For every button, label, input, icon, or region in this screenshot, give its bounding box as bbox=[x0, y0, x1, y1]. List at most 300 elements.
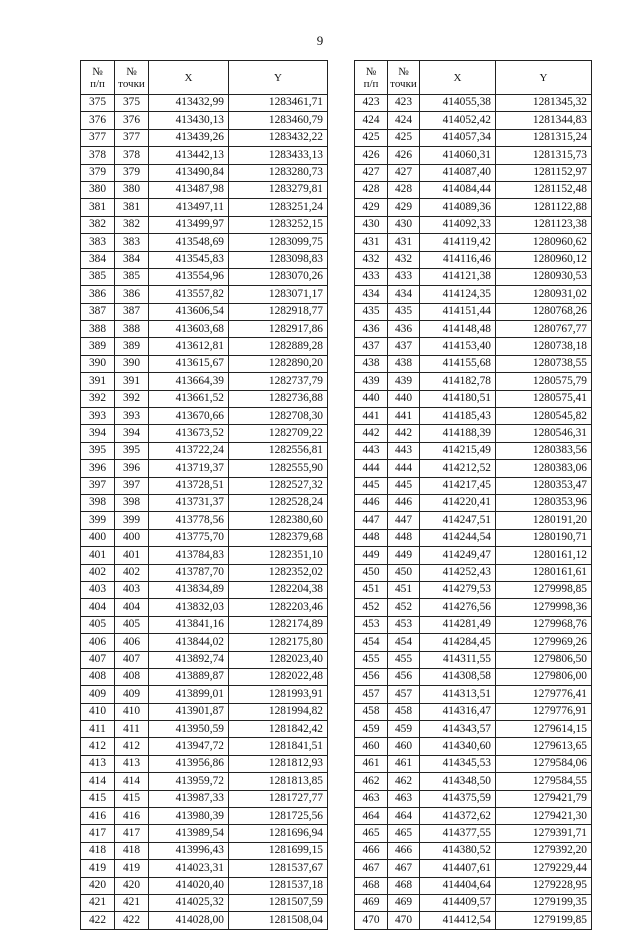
cell-num-pp: 460 bbox=[355, 738, 388, 755]
table-row bbox=[355, 686, 592, 703]
table-row bbox=[81, 494, 328, 511]
cell-num-pp: 392 bbox=[81, 390, 115, 407]
cell-y: 1279421,30 bbox=[496, 808, 592, 825]
cell-num-point: 414 bbox=[115, 773, 149, 790]
cell-num-point: 397 bbox=[115, 477, 149, 494]
cell-y: 1282555,90 bbox=[229, 460, 328, 477]
cell-num-pp: 459 bbox=[355, 721, 388, 738]
cell-y: 1281508,04 bbox=[229, 912, 328, 929]
cell-x: 414375,59 bbox=[420, 790, 496, 807]
table-row bbox=[355, 460, 592, 477]
cell-x: 414087,40 bbox=[420, 164, 496, 181]
cell-x: 413947,72 bbox=[149, 738, 229, 755]
cell-num-pp: 467 bbox=[355, 860, 388, 877]
cell-x: 414025,32 bbox=[149, 894, 229, 911]
cell-y: 1279806,00 bbox=[496, 668, 592, 685]
cell-num-pp: 464 bbox=[355, 808, 388, 825]
cell-x: 413844,02 bbox=[149, 634, 229, 651]
cell-x: 413956,86 bbox=[149, 755, 229, 772]
cell-y: 1282351,10 bbox=[229, 547, 328, 564]
cell-y: 1282379,68 bbox=[229, 529, 328, 546]
cell-num-point: 469 bbox=[388, 894, 420, 911]
cell-num-pp: 394 bbox=[81, 425, 115, 442]
cell-y: 1281507,59 bbox=[229, 894, 328, 911]
cell-num-point: 381 bbox=[115, 199, 149, 216]
cell-num-pp: 376 bbox=[81, 112, 115, 129]
table-row bbox=[355, 529, 592, 546]
cell-num-pp: 402 bbox=[81, 564, 115, 581]
cell-x: 414244,54 bbox=[420, 529, 496, 546]
cell-y: 1282175,80 bbox=[229, 634, 328, 651]
cell-num-point: 452 bbox=[388, 599, 420, 616]
cell-y: 1279968,76 bbox=[496, 616, 592, 633]
table-row bbox=[81, 912, 328, 929]
cell-num-pp: 445 bbox=[355, 477, 388, 494]
cell-y: 1283433,13 bbox=[229, 147, 328, 164]
table-row bbox=[355, 216, 592, 233]
cell-x: 413892,74 bbox=[149, 651, 229, 668]
cell-num-point: 442 bbox=[388, 425, 420, 442]
cell-num-point: 438 bbox=[388, 355, 420, 372]
cell-x: 413497,11 bbox=[149, 199, 229, 216]
cell-num-point: 421 bbox=[115, 894, 149, 911]
cell-num-point: 431 bbox=[388, 234, 420, 251]
table-row bbox=[355, 842, 592, 859]
table-row bbox=[81, 164, 328, 181]
cell-num-pp: 387 bbox=[81, 303, 115, 320]
cell-num-pp: 430 bbox=[355, 216, 388, 233]
cell-y: 1283461,71 bbox=[229, 95, 328, 112]
cell-x: 414247,51 bbox=[420, 512, 496, 529]
cell-x: 413612,81 bbox=[149, 338, 229, 355]
table-row bbox=[81, 547, 328, 564]
cell-y: 1279391,71 bbox=[496, 825, 592, 842]
table-row bbox=[355, 912, 592, 929]
table-row bbox=[355, 703, 592, 720]
cell-num-pp: 453 bbox=[355, 616, 388, 633]
cell-y: 1283070,26 bbox=[229, 268, 328, 285]
table-row bbox=[355, 373, 592, 390]
cell-y: 1279199,35 bbox=[496, 894, 592, 911]
cell-num-pp: 413 bbox=[81, 755, 115, 772]
table-row bbox=[355, 303, 592, 320]
cell-num-point: 379 bbox=[115, 164, 149, 181]
cell-x: 414089,36 bbox=[420, 199, 496, 216]
cell-num-pp: 377 bbox=[81, 129, 115, 146]
cell-y: 1279998,36 bbox=[496, 599, 592, 616]
cell-num-point: 413 bbox=[115, 755, 149, 772]
cell-y: 1280768,26 bbox=[496, 303, 592, 320]
table-row bbox=[355, 251, 592, 268]
cell-y: 1279584,55 bbox=[496, 773, 592, 790]
cell-num-pp: 410 bbox=[81, 703, 115, 720]
cell-y: 1280161,12 bbox=[496, 547, 592, 564]
cell-num-point: 388 bbox=[115, 321, 149, 338]
cell-num-point: 464 bbox=[388, 808, 420, 825]
cell-x: 413832,03 bbox=[149, 599, 229, 616]
cell-num-point: 399 bbox=[115, 512, 149, 529]
cell-y: 1283279,81 bbox=[229, 181, 328, 198]
cell-y: 1279776,91 bbox=[496, 703, 592, 720]
cell-y: 1280353,96 bbox=[496, 494, 592, 511]
cell-num-pp: 389 bbox=[81, 338, 115, 355]
cell-y: 1280931,02 bbox=[496, 286, 592, 303]
table-row bbox=[355, 425, 592, 442]
cell-x: 413615,67 bbox=[149, 355, 229, 372]
cell-num-point: 455 bbox=[388, 651, 420, 668]
table-row bbox=[355, 408, 592, 425]
cell-y: 1282352,02 bbox=[229, 564, 328, 581]
cell-num-pp: 463 bbox=[355, 790, 388, 807]
cell-y: 1280546,31 bbox=[496, 425, 592, 442]
cell-num-point: 446 bbox=[388, 494, 420, 511]
cell-y: 1282708,30 bbox=[229, 408, 328, 425]
cell-x: 413841,16 bbox=[149, 616, 229, 633]
cell-y: 1281813,85 bbox=[229, 773, 328, 790]
table-row bbox=[355, 181, 592, 198]
cell-num-point: 382 bbox=[115, 216, 149, 233]
cell-y: 1280575,41 bbox=[496, 390, 592, 407]
cell-num-point: 409 bbox=[115, 686, 149, 703]
cell-num-point: 408 bbox=[115, 668, 149, 685]
cell-x: 414340,60 bbox=[420, 738, 496, 755]
cell-x: 413548,69 bbox=[149, 234, 229, 251]
cell-num-pp: 398 bbox=[81, 494, 115, 511]
cell-num-pp: 444 bbox=[355, 460, 388, 477]
table-row bbox=[355, 321, 592, 338]
cell-num-pp: 418 bbox=[81, 842, 115, 859]
cell-x: 413980,39 bbox=[149, 808, 229, 825]
cell-num-point: 453 bbox=[388, 616, 420, 633]
table-row bbox=[81, 286, 328, 303]
table-row bbox=[81, 251, 328, 268]
cell-y: 1281344,83 bbox=[496, 112, 592, 129]
table-row bbox=[355, 877, 592, 894]
cell-y: 1281812,93 bbox=[229, 755, 328, 772]
cell-x: 414276,56 bbox=[420, 599, 496, 616]
cell-num-point: 440 bbox=[388, 390, 420, 407]
table-row bbox=[81, 425, 328, 442]
table-row bbox=[81, 703, 328, 720]
cell-y: 1282556,81 bbox=[229, 442, 328, 459]
cell-num-pp: 397 bbox=[81, 477, 115, 494]
cell-num-pp: 424 bbox=[355, 112, 388, 129]
cell-num-point: 415 bbox=[115, 790, 149, 807]
table-row bbox=[355, 390, 592, 407]
cell-num-pp: 448 bbox=[355, 529, 388, 546]
table-row bbox=[355, 112, 592, 129]
cell-num-pp: 422 bbox=[81, 912, 115, 929]
cell-num-pp: 396 bbox=[81, 460, 115, 477]
cell-x: 413989,54 bbox=[149, 825, 229, 842]
cell-num-pp: 401 bbox=[81, 547, 115, 564]
cell-x: 413959,72 bbox=[149, 773, 229, 790]
cell-num-pp: 438 bbox=[355, 355, 388, 372]
cell-num-point: 392 bbox=[115, 390, 149, 407]
cell-num-pp: 437 bbox=[355, 338, 388, 355]
cell-num-point: 398 bbox=[115, 494, 149, 511]
cell-num-point: 432 bbox=[388, 251, 420, 268]
table-row bbox=[81, 234, 328, 251]
cell-num-point: 377 bbox=[115, 129, 149, 146]
table-row bbox=[81, 894, 328, 911]
cell-num-point: 417 bbox=[115, 825, 149, 842]
cell-x: 414409,57 bbox=[420, 894, 496, 911]
cell-num-point: 424 bbox=[388, 112, 420, 129]
cell-num-pp: 457 bbox=[355, 686, 388, 703]
cell-x: 414180,51 bbox=[420, 390, 496, 407]
table-row bbox=[355, 808, 592, 825]
cell-y: 1280575,79 bbox=[496, 373, 592, 390]
cell-y: 1279613,65 bbox=[496, 738, 592, 755]
table-row bbox=[81, 877, 328, 894]
cell-x: 414119,42 bbox=[420, 234, 496, 251]
cell-x: 414151,44 bbox=[420, 303, 496, 320]
cell-num-point: 423 bbox=[388, 95, 420, 112]
cell-x: 413603,68 bbox=[149, 321, 229, 338]
table-row bbox=[81, 95, 328, 112]
cell-y: 1281537,67 bbox=[229, 860, 328, 877]
cell-num-point: 456 bbox=[388, 668, 420, 685]
cell-x: 413499,97 bbox=[149, 216, 229, 233]
cell-x: 414055,38 bbox=[420, 95, 496, 112]
cell-num-pp: 379 bbox=[81, 164, 115, 181]
cell-num-point: 411 bbox=[115, 721, 149, 738]
cell-y: 1283071,17 bbox=[229, 286, 328, 303]
cell-y: 1280383,56 bbox=[496, 442, 592, 459]
header-num-point: № точки bbox=[388, 61, 420, 95]
table-row bbox=[81, 442, 328, 459]
cell-num-point: 402 bbox=[115, 564, 149, 581]
cell-num-point: 439 bbox=[388, 373, 420, 390]
cell-x: 414116,46 bbox=[420, 251, 496, 268]
table-row bbox=[355, 355, 592, 372]
cell-y: 1281123,38 bbox=[496, 216, 592, 233]
cell-num-pp: 381 bbox=[81, 199, 115, 216]
table-row bbox=[355, 738, 592, 755]
cell-num-pp: 431 bbox=[355, 234, 388, 251]
cell-num-point: 393 bbox=[115, 408, 149, 425]
cell-y: 1282917,86 bbox=[229, 321, 328, 338]
table-row bbox=[355, 129, 592, 146]
cell-num-pp: 378 bbox=[81, 147, 115, 164]
cell-y: 1279776,41 bbox=[496, 686, 592, 703]
table-row bbox=[81, 808, 328, 825]
cell-num-pp: 468 bbox=[355, 877, 388, 894]
header-x: X bbox=[149, 61, 229, 95]
cell-y: 1280930,53 bbox=[496, 268, 592, 285]
cell-x: 414377,55 bbox=[420, 825, 496, 842]
cell-y: 1282023,40 bbox=[229, 651, 328, 668]
table-row bbox=[355, 599, 592, 616]
cell-x: 414313,51 bbox=[420, 686, 496, 703]
table-row bbox=[355, 755, 592, 772]
cell-y: 1279969,26 bbox=[496, 634, 592, 651]
cell-num-point: 394 bbox=[115, 425, 149, 442]
cell-num-point: 428 bbox=[388, 181, 420, 198]
table-row bbox=[81, 634, 328, 651]
cell-num-pp: 450 bbox=[355, 564, 388, 581]
cell-num-pp: 414 bbox=[81, 773, 115, 790]
cell-x: 413775,70 bbox=[149, 529, 229, 546]
cell-y: 1280190,71 bbox=[496, 529, 592, 546]
cell-num-pp: 447 bbox=[355, 512, 388, 529]
cell-num-pp: 395 bbox=[81, 442, 115, 459]
cell-y: 1281152,48 bbox=[496, 181, 592, 198]
cell-num-point: 401 bbox=[115, 547, 149, 564]
cell-y: 1279199,85 bbox=[496, 912, 592, 929]
cell-num-pp: 408 bbox=[81, 668, 115, 685]
cell-num-pp: 403 bbox=[81, 581, 115, 598]
table-row bbox=[81, 460, 328, 477]
cell-x: 414182,78 bbox=[420, 373, 496, 390]
cell-num-point: 449 bbox=[388, 547, 420, 564]
cell-x: 414249,47 bbox=[420, 547, 496, 564]
cell-num-pp: 470 bbox=[355, 912, 388, 929]
cell-num-pp: 436 bbox=[355, 321, 388, 338]
cell-x: 413487,98 bbox=[149, 181, 229, 198]
cell-num-point: 420 bbox=[115, 877, 149, 894]
table-row bbox=[355, 199, 592, 216]
cell-num-point: 390 bbox=[115, 355, 149, 372]
cell-num-pp: 433 bbox=[355, 268, 388, 285]
table-row bbox=[355, 164, 592, 181]
cell-num-pp: 409 bbox=[81, 686, 115, 703]
table-row bbox=[81, 651, 328, 668]
cell-num-point: 419 bbox=[115, 860, 149, 877]
cell-x: 413731,37 bbox=[149, 494, 229, 511]
cell-num-point: 416 bbox=[115, 808, 149, 825]
cell-x: 414345,53 bbox=[420, 755, 496, 772]
table-row bbox=[355, 95, 592, 112]
cell-y: 1281727,77 bbox=[229, 790, 328, 807]
cell-x: 414092,33 bbox=[420, 216, 496, 233]
cell-num-point: 389 bbox=[115, 338, 149, 355]
cell-x: 413673,52 bbox=[149, 425, 229, 442]
cell-num-pp: 390 bbox=[81, 355, 115, 372]
cell-x: 414052,42 bbox=[420, 112, 496, 129]
cell-num-point: 378 bbox=[115, 147, 149, 164]
cell-num-pp: 425 bbox=[355, 129, 388, 146]
cell-num-point: 451 bbox=[388, 581, 420, 598]
cell-x: 414153,40 bbox=[420, 338, 496, 355]
cell-num-pp: 415 bbox=[81, 790, 115, 807]
cell-num-point: 434 bbox=[388, 286, 420, 303]
cell-y: 1282890,20 bbox=[229, 355, 328, 372]
cell-y: 1280545,82 bbox=[496, 408, 592, 425]
cell-x: 414084,44 bbox=[420, 181, 496, 198]
cell-num-pp: 421 bbox=[81, 894, 115, 911]
cell-num-point: 384 bbox=[115, 251, 149, 268]
cell-num-pp: 456 bbox=[355, 668, 388, 685]
coordinates-table-left bbox=[80, 60, 328, 930]
cell-y: 1280960,12 bbox=[496, 251, 592, 268]
cell-num-pp: 404 bbox=[81, 599, 115, 616]
cell-x: 414279,53 bbox=[420, 581, 496, 598]
cell-num-pp: 461 bbox=[355, 755, 388, 772]
table-row bbox=[355, 512, 592, 529]
cell-num-pp: 439 bbox=[355, 373, 388, 390]
cell-num-point: 465 bbox=[388, 825, 420, 842]
cell-num-pp: 407 bbox=[81, 651, 115, 668]
cell-num-pp: 455 bbox=[355, 651, 388, 668]
cell-y: 1282889,28 bbox=[229, 338, 328, 355]
cell-y: 1281841,51 bbox=[229, 738, 328, 755]
cell-x: 414185,43 bbox=[420, 408, 496, 425]
cell-num-pp: 440 bbox=[355, 390, 388, 407]
cell-y: 1281699,15 bbox=[229, 842, 328, 859]
table-row bbox=[81, 373, 328, 390]
cell-num-point: 386 bbox=[115, 286, 149, 303]
cell-num-point: 467 bbox=[388, 860, 420, 877]
cell-num-point: 444 bbox=[388, 460, 420, 477]
cell-x: 414121,38 bbox=[420, 268, 496, 285]
header-x: X bbox=[420, 61, 496, 95]
table-row bbox=[355, 564, 592, 581]
cell-num-pp: 432 bbox=[355, 251, 388, 268]
cell-x: 414188,39 bbox=[420, 425, 496, 442]
table-row bbox=[81, 512, 328, 529]
cell-num-point: 396 bbox=[115, 460, 149, 477]
cell-x: 413728,51 bbox=[149, 477, 229, 494]
cell-num-pp: 406 bbox=[81, 634, 115, 651]
cell-num-point: 406 bbox=[115, 634, 149, 651]
cell-num-pp: 443 bbox=[355, 442, 388, 459]
table-row bbox=[355, 790, 592, 807]
cell-y: 1282528,24 bbox=[229, 494, 328, 511]
table-row bbox=[355, 234, 592, 251]
cell-x: 413557,82 bbox=[149, 286, 229, 303]
table-row bbox=[81, 738, 328, 755]
cell-num-pp: 405 bbox=[81, 616, 115, 633]
table-row bbox=[81, 529, 328, 546]
cell-y: 1280161,61 bbox=[496, 564, 592, 581]
cell-y: 1279228,95 bbox=[496, 877, 592, 894]
table-row bbox=[355, 442, 592, 459]
cell-num-point: 376 bbox=[115, 112, 149, 129]
cell-x: 413490,84 bbox=[149, 164, 229, 181]
cell-x: 413987,33 bbox=[149, 790, 229, 807]
cell-x: 413430,13 bbox=[149, 112, 229, 129]
cell-num-point: 447 bbox=[388, 512, 420, 529]
cell-num-point: 457 bbox=[388, 686, 420, 703]
cell-x: 414155,68 bbox=[420, 355, 496, 372]
table-row bbox=[81, 686, 328, 703]
cell-x: 414060,31 bbox=[420, 147, 496, 164]
table-row bbox=[81, 129, 328, 146]
cell-x: 413719,37 bbox=[149, 460, 229, 477]
cell-num-point: 463 bbox=[388, 790, 420, 807]
cell-x: 414281,49 bbox=[420, 616, 496, 633]
cell-num-point: 400 bbox=[115, 529, 149, 546]
cell-x: 414284,45 bbox=[420, 634, 496, 651]
cell-num-pp: 435 bbox=[355, 303, 388, 320]
cell-num-point: 391 bbox=[115, 373, 149, 390]
table-row bbox=[81, 147, 328, 164]
coordinates-table-right bbox=[354, 60, 592, 930]
cell-x: 414148,48 bbox=[420, 321, 496, 338]
cell-x: 413778,56 bbox=[149, 512, 229, 529]
cell-num-pp: 382 bbox=[81, 216, 115, 233]
cell-num-point: 443 bbox=[388, 442, 420, 459]
cell-num-point: 458 bbox=[388, 703, 420, 720]
cell-y: 1282527,32 bbox=[229, 477, 328, 494]
cell-num-point: 461 bbox=[388, 755, 420, 772]
cell-x: 413432,99 bbox=[149, 95, 229, 112]
cell-y: 1281842,42 bbox=[229, 721, 328, 738]
cell-num-pp: 388 bbox=[81, 321, 115, 338]
cell-y: 1281345,32 bbox=[496, 95, 592, 112]
